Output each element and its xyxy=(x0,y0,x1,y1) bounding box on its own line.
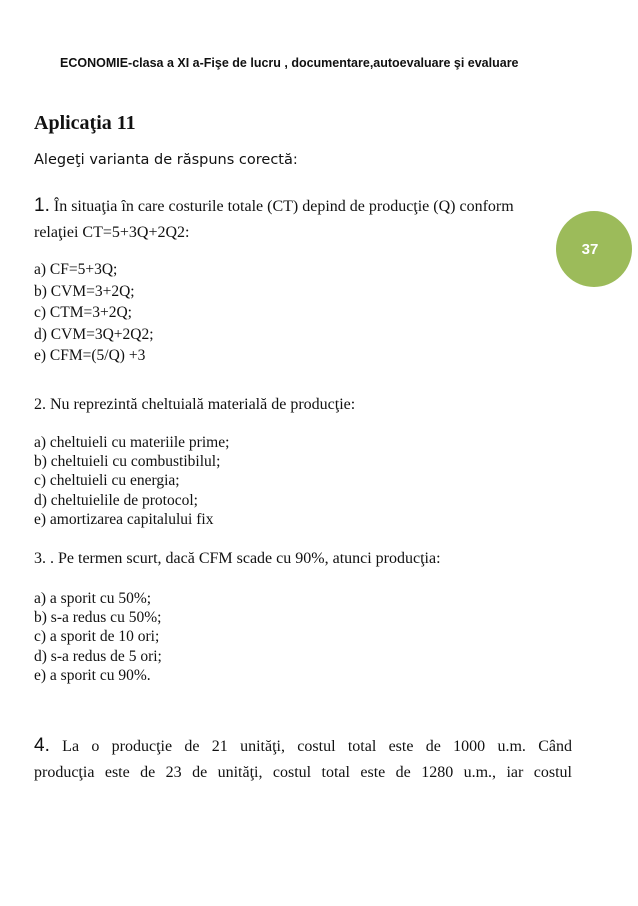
question-1-text: În situaţia în care costurile totale (CT) depind de producţie (Q) conform xyxy=(53,198,514,215)
instruction-text: Alegeţi varianta de răspuns corectă: xyxy=(34,152,298,168)
option-a: a) CF=5+3Q; xyxy=(34,261,118,278)
question-2-options xyxy=(34,433,229,529)
option-d: d) s-a redus de 5 ori; xyxy=(34,647,162,665)
question-3-options xyxy=(34,589,162,685)
option-a: a) cheltuieli cu materiile prime; xyxy=(34,434,230,451)
question-1-line-1 xyxy=(34,193,574,220)
option-c: c) cheltuieli cu energia; xyxy=(34,472,180,490)
page-title: Aplicaţia 11 xyxy=(34,112,136,134)
question-3: 3. . Pe termen scurt, dacă CFM scade cu 90%, atunci producţia: xyxy=(34,550,441,567)
question-4 xyxy=(34,733,572,786)
option-c: c) a sporit de 10 ori; xyxy=(34,628,160,646)
option-e: e) a sporit cu 90%. xyxy=(34,666,151,684)
option-e: e) CFM=(5/Q) +3 xyxy=(34,347,146,364)
option-a: a) a sporit cu 50%; xyxy=(34,590,152,607)
question-2: 2. Nu reprezintă cheltuială materială de producţie: xyxy=(34,396,356,413)
option-b: b) s-a redus cu 50%; xyxy=(34,609,162,627)
question-4-number: 4. xyxy=(34,735,50,756)
question-4-text: La o producţie de 21 unităţi, costul total este de 1000 u.m. Când xyxy=(62,738,572,755)
question-1-line-2: relaţiei CT=5+3Q+2Q2: xyxy=(34,224,190,241)
option-d: d) CVM=3Q+2Q2; xyxy=(34,325,154,343)
page-header: ECONOMIE-clasa a XI a-Fişe de lucru , documentare,autoevaluare şi evaluare xyxy=(60,56,519,70)
option-b: b) cheltuieli cu combustibilul; xyxy=(34,453,221,471)
option-c: c) CTM=3+2Q; xyxy=(34,304,132,321)
page-number-badge: 37 xyxy=(556,211,632,287)
question-1-number: 1. xyxy=(34,195,50,216)
option-e: e) amortizarea capitalului fix xyxy=(34,510,214,528)
option-b: b) CVM=3+2Q; xyxy=(34,282,135,300)
question-4-line-1 xyxy=(34,733,572,760)
option-d: d) cheltuielile de protocol; xyxy=(34,491,198,509)
question-1 xyxy=(34,193,574,246)
question-1-options xyxy=(34,259,154,367)
question-4-line-2: producţia este de 23 de unităţi, costul total este de 1280 u.m., iar costul xyxy=(34,764,572,781)
